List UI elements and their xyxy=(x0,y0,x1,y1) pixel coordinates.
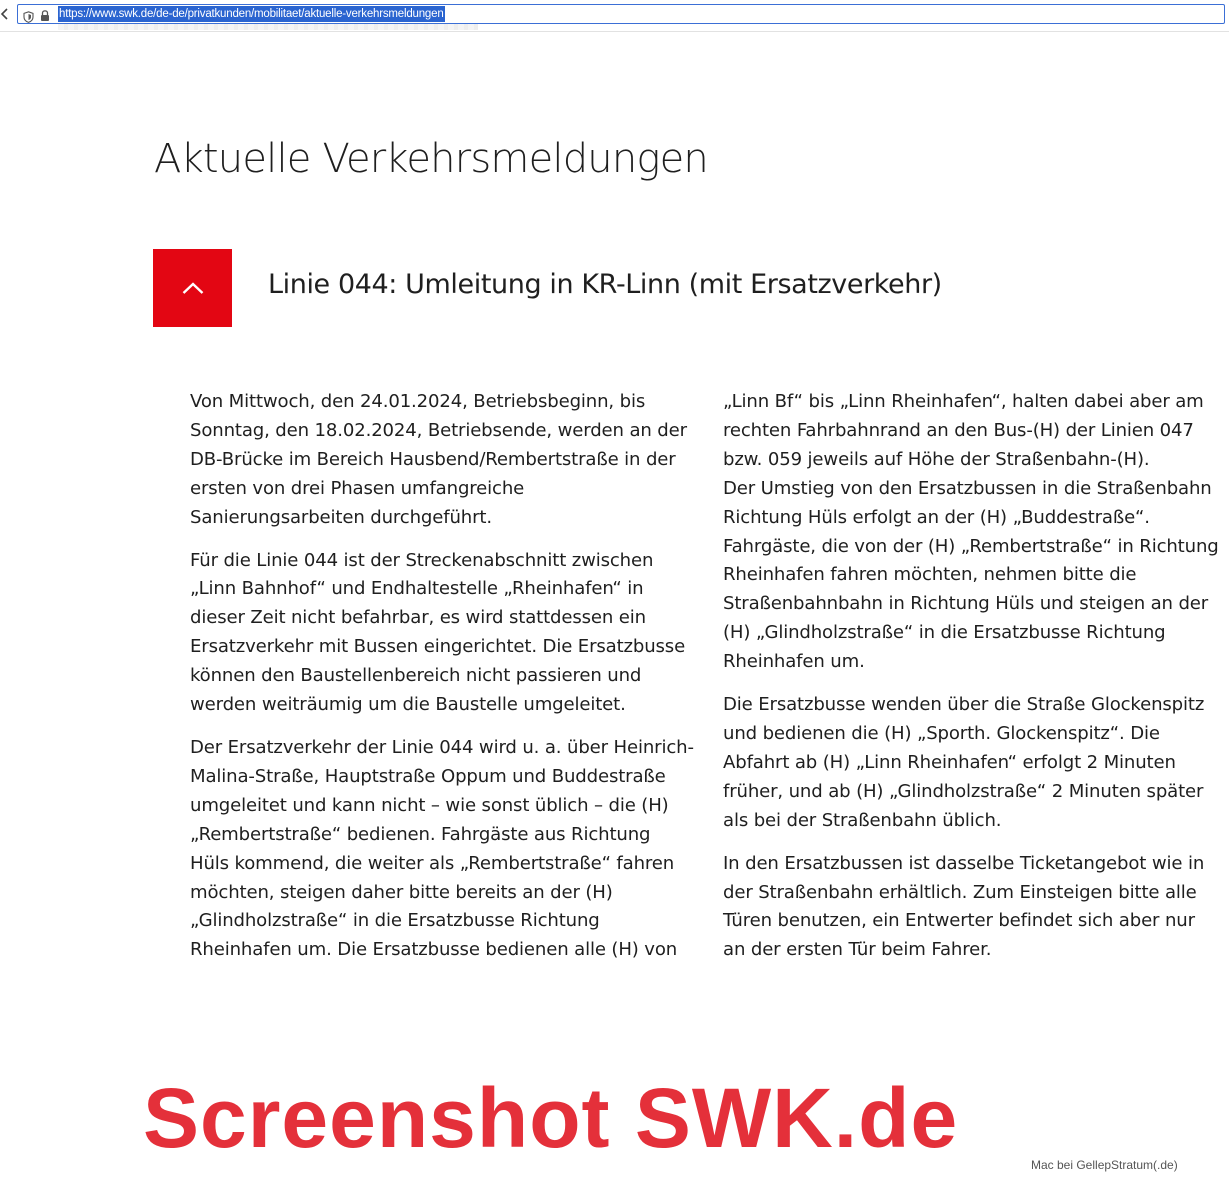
watermark-text: Screenshot SWK.de xyxy=(143,1071,959,1165)
text-line: Der Ersatzverkehr der Linie 044 wird u. a. über Heinrich- xyxy=(190,736,694,758)
text-line: Malina-Straße, Hauptstraße Oppum und Buddestraße xyxy=(190,765,666,787)
text-line: Straßenbahnbahn in Richtung Hüls und steigen an der xyxy=(723,593,1209,615)
article-paragraph xyxy=(190,388,690,533)
shield-icon[interactable] xyxy=(23,8,34,20)
page-title: Aktuelle Verkehrsmeldungen xyxy=(154,136,708,182)
text-line: früher, und ab (H) „Glindholzstraße“ 2 Minuten später xyxy=(723,780,1204,802)
text-line: (H) „Glindholzstraße“ in die Ersatzbusse Richtung xyxy=(723,622,1166,644)
text-line: können den Baustellenbereich nicht passieren und xyxy=(190,665,642,687)
back-arrow-icon[interactable] xyxy=(0,7,10,21)
text-line: Abfahrt ab (H) „Linn Rheinhafen“ erfolgt 2 Minuten xyxy=(723,751,1176,773)
text-line: Rheinhafen fahren möchten, nehmen bitte die xyxy=(723,564,1137,586)
text-line: als bei der Straßenbahn üblich. xyxy=(723,809,1002,831)
text-line: „Linn Bahnhof“ und Endhaltestelle „Rheinhafen“ in xyxy=(190,578,644,600)
text-line: Fahrgäste, die von der (H) „Rembertstraße“ in Richtung xyxy=(723,535,1219,557)
text-line: rechten Fahrbahnrand an den Bus-(H) der Linien 047 xyxy=(723,419,1194,441)
text-line: Für die Linie 044 ist der Streckenabschnitt zwischen xyxy=(190,549,654,571)
text-line: werden weiträumig um die Baustelle umgeleitet. xyxy=(190,694,626,716)
text-line: Sanierungsarbeiten durchgeführt. xyxy=(190,506,492,528)
text-line: der Straßenbahn erhältlich. Zum Einsteigen bitte alle xyxy=(723,881,1197,903)
text-line: bzw. 059 jeweils auf Höhe der Straßenbahn-(H). xyxy=(723,448,1150,470)
article-paragraph xyxy=(723,691,1223,836)
article-column-left xyxy=(190,388,694,979)
text-line: DB-Brücke im Bereich Hausbend/Rembertstraße in der xyxy=(190,448,676,470)
browser-toolbar xyxy=(0,0,1229,32)
text-line: Die Ersatzbusse wenden über die Straße Glockenspitz xyxy=(723,694,1205,716)
article-paragraph xyxy=(190,547,690,720)
text-line: und bedienen die (H) „Sporth. Glockenspitz“. Die xyxy=(723,722,1160,744)
text-line: Türen benutzen, ein Entwerter befindet sich aber nur xyxy=(723,910,1195,932)
chevron-up-icon xyxy=(182,280,204,294)
lock-icon[interactable] xyxy=(40,7,50,20)
credit-text: Mac bei GellepStratum(.de) xyxy=(1031,1158,1178,1172)
text-line: umgeleitet und kann nicht – wie sonst üblich – die (H) xyxy=(190,794,669,816)
text-line: Sonntag, den 18.02.2024, Betriebsende, werden an der xyxy=(190,419,687,441)
text-line: Von Mittwoch, den 24.01.2024, Betriebsbeginn, bis xyxy=(190,391,646,412)
text-line: Richtung Hüls erfolgt an der (H) „Buddestraße“. xyxy=(723,506,1150,528)
toolbar-ghost-strip xyxy=(58,24,478,30)
article-paragraph xyxy=(723,388,1223,677)
text-line: „Glindholzstraße“ in die Ersatzbusse Richtung xyxy=(190,910,600,932)
text-line: „Linn Bf“ bis „Linn Rheinhafen“, halten dabei aber am xyxy=(723,391,1204,412)
text-line: möchten, steigen daher bitte bereits an der (H) xyxy=(190,881,613,903)
address-bar[interactable] xyxy=(17,4,1225,24)
text-line: Der Umstieg von den Ersatzbussen in die Straßenbahn xyxy=(723,477,1212,499)
text-line: Hüls kommend, die weiter als „Rembertstraße“ fahren xyxy=(190,852,675,874)
text-line: Rheinhafen um. Die Ersatzbusse bedienen alle (H) von xyxy=(190,939,678,961)
text-line: ersten von drei Phasen umfangreiche xyxy=(190,477,525,499)
article-paragraph xyxy=(190,734,694,965)
text-line: Ersatzverkehr mit Bussen eingerichtet. Die Ersatzbusse xyxy=(190,636,686,658)
article-column-right xyxy=(723,388,1223,979)
accordion-title[interactable]: Linie 044: Umleitung in KR-Linn (mit Ersatzverkehr) xyxy=(268,269,942,300)
text-line: In den Ersatzbussen ist dasselbe Ticketangebot wie in xyxy=(723,852,1205,874)
url-text[interactable]: https://www.swk.de/de-de/privatkunden/mobilitaet/aktuelle-verkehrsmeldungen xyxy=(59,8,444,20)
article-paragraph xyxy=(723,850,1223,966)
text-line: an der ersten Tür beim Fahrer. xyxy=(723,939,992,961)
accordion-collapse-button[interactable] xyxy=(153,249,232,327)
text-line: dieser Zeit nicht befahrbar, es wird stattdessen ein xyxy=(190,607,646,629)
text-line: Rheinhafen um. xyxy=(723,651,865,673)
text-line: „Rembertstraße“ bedienen. Fahrgäste aus Richtung xyxy=(190,823,651,845)
